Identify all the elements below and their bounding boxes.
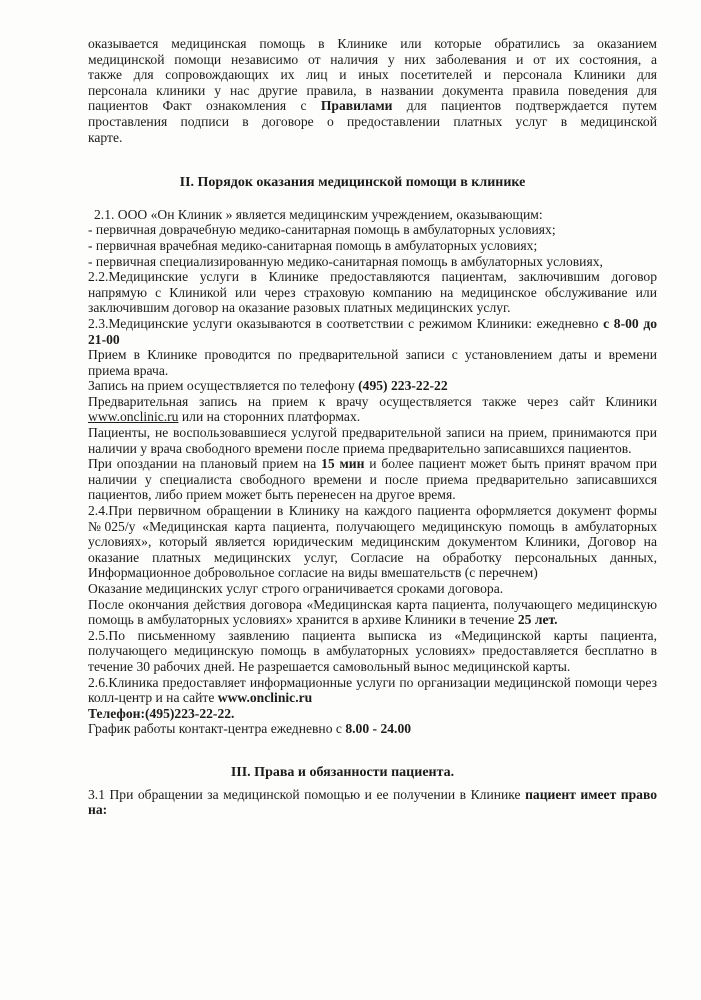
list-item: - первичная специализированную медико-санитарная помощь в амбулаторных условиях, — [88, 253, 603, 269]
clause-3-1: 3.1 При обращении за медицинской помощью и ее получении в Клинике пациент имеет право на: — [88, 786, 657, 818]
archive-note: После окончания действия договора «Медицинская карта пациента, получающего медицинскую помощь в амбулаторных условиях» хранится в архиве Клиники в течение 25 лет. — [88, 596, 657, 628]
intro-line: карте. — [88, 129, 123, 145]
intro-line: пациентов Факт ознакомления с Правилами для пациентов подтверждается путем — [88, 98, 657, 114]
rules-term: Правилами — [320, 98, 393, 114]
section-2-heading: II. Порядок оказания медицинской помощи в клинике — [179, 175, 526, 191]
late-minutes: 15 мин — [321, 456, 365, 472]
phone-booking: Запись на прием осуществляется по телефону (495) 223-22-22 — [88, 378, 448, 394]
clause-2-2: 2.2.Медицинские услуги в Клинике предоставляются пациентам, заключившим договор напрямую с Клиникой или через страховую компанию на медицинское обслуживание или заключившим договор на оказание разовых платных медицинских услуг. — [88, 269, 657, 316]
late-arrival-note: При опоздании на плановый прием на 15 мин и более пациент может быть принят врачом при наличии у специалиста свободного времени и после приема предварительно записавшихся пациентов, либо прием может быть перенесен на другое время. — [88, 456, 658, 503]
clause-2-5: 2.5.По письменному заявлению пациента выписка из «Медицинской карты пациента, получающего медицинскую помощь в амбулаторных условиях» предоставляется бесплатно в течение 30 рабочих дней. Не разрешается самовольный вынос медицинской карты. — [88, 627, 657, 674]
call-center-hours: График работы контакт-центра ежедневно с 8.00 - 24.00 — [88, 721, 412, 737]
section-2-body — [88, 207, 657, 737]
intro-line: также для сопровождающих их лиц и иных посетителей и персонала Клиники для — [88, 67, 657, 83]
appointment-note: Прием в Клинике проводится по предварительной записи с установлением даты и времени приема врача. — [88, 347, 657, 378]
archive-years: 25 лет. — [517, 612, 558, 628]
phone-number: (495) 223-22-22 — [358, 378, 448, 394]
intro-line: проставления подписи в договоре о предоставлении платных услуг в медицинской — [88, 113, 657, 129]
list-item: - первичная врачебная медико-санитарная помощь в амбулаторных условиях; — [88, 237, 538, 253]
clause-2-4: 2.4.При первичном обращении в Клинику на каждого пациента оформляется документ формы №025/у «Медицинская карта пациента, получающего медицинскую помощь в амбулаторных условиях», который является юридическим медицинским документом Клиники, Договор на оказание платных медицинских услуг, Согласие на обработку персональных данных, Информационное добровольное согласие на виды вмешательств (с перечнем) — [88, 503, 657, 581]
intro-line: персонала клиники у нас другие правила, в названии документа правила поведения для — [88, 82, 657, 98]
intro-paragraph — [88, 36, 657, 145]
section-3-body — [88, 787, 657, 818]
clause-2-3: 2.3.Медицинские услуги оказываются в соответствии с режимом Клиники: ежедневно с 8-00 до 21-00 — [88, 315, 658, 347]
list-item: - первичная доврачебную медико-санитарная помощь в амбулаторных условиях; — [88, 222, 556, 238]
contract-limit-note: Оказание медицинских услуг строго ограничивается сроками договора. — [88, 581, 504, 596]
clause-2-1: 2.1. ООО «Он Клиник » является медицинским учреждением, оказывающим: — [94, 206, 543, 222]
intro-line: оказывается медицинская помощь в Клинике или которые обратились за оказанием — [88, 36, 657, 51]
website-link[interactable]: www.onclinic.ru — [88, 409, 179, 425]
website-link-bold[interactable]: www.onclinic.ru — [217, 690, 313, 706]
clause-2-6: 2.6.Клиника предоставляет информационные услуги по организации медицинской помощи через колл-центр и на сайте www.onclinic.ru — [88, 674, 657, 706]
online-booking: Предварительная запись на прием к врачу осуществляется также через сайт Клиники www.onclinic.ru или на сторонних платформах. — [88, 393, 657, 425]
intro-line: медицинской помощи независимо от наличия у них заболевания и от их состояния, а — [88, 51, 657, 67]
walk-in-note: Пациенты, не воспользовавшиеся услугой предварительной записи на прием, принимаются при наличии у врача свободного времени после приема предварительно записавшихся пациентов. — [88, 425, 657, 456]
clinic-hours: с 8-00 до 21-00 — [88, 315, 658, 347]
contact-phone: Телефон:(495)223-22-22. — [88, 705, 235, 721]
section-3-heading: III. Права и обязанности пациента. — [230, 764, 455, 780]
